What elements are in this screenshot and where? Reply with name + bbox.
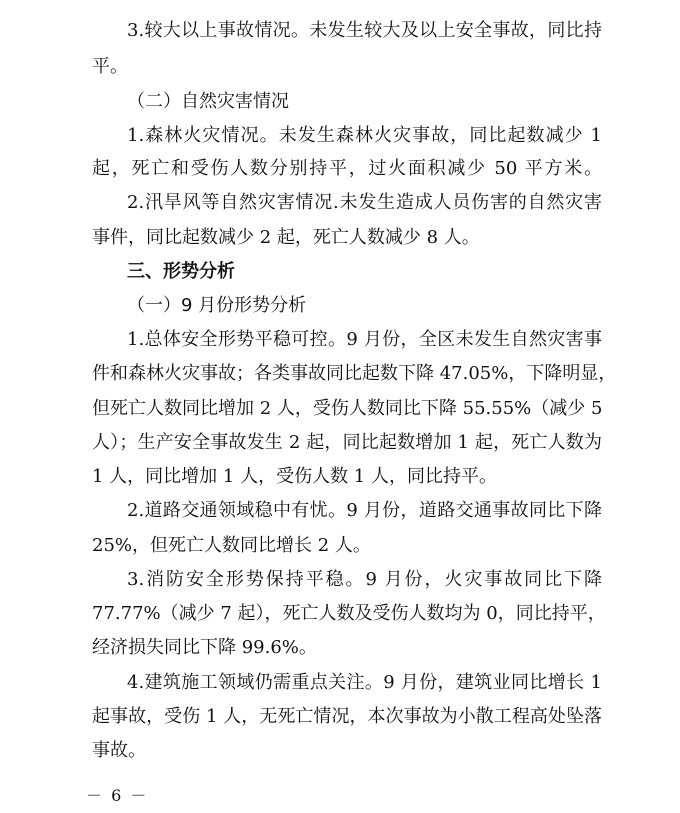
paragraph-line: 1.总体安全形势平稳可控。9 月份，全区未发生自然灾害事 <box>127 329 602 350</box>
paragraph-line: 77.77%（减少 7 起），死亡人数及受伤人数均为 0，同比持平， <box>92 603 606 624</box>
paragraph-line: 2.道路交通领域稳中有忧。9 月份，道路交通事故同比下降 <box>127 500 602 521</box>
section-heading: 三、形势分析 <box>127 261 235 282</box>
paragraph-line: 平。 <box>92 56 128 77</box>
paragraph-line: 事件，同比起数减少 2 起，死亡人数减少 8 人。 <box>92 227 480 248</box>
paragraph-line: 起事故，受伤 1 人，无死亡情况，本次事故为小散工程高处坠落 <box>92 706 602 727</box>
paragraph-line: 经济损失同比下降 99.6%。 <box>92 637 317 658</box>
section-subheading: （一）9 月份形势分析 <box>127 295 307 316</box>
paragraph-line: 起，死亡和受伤人数分别持平，过火面积减少 50 平方米。 <box>92 158 602 179</box>
page-number: － 6 － <box>86 786 149 805</box>
paragraph-line: 3.消防安全形势保持平稳。9 月份，火灾事故同比下降 <box>127 569 602 590</box>
paragraph-line: 2.汛旱风等自然灾害情况.未发生造成人员伤害的自然灾害 <box>127 192 602 213</box>
paragraph-line: 人）；生产安全事故发生 2 起，同比起数增加 1 起，死亡人数为 <box>92 432 602 453</box>
paragraph-line: 事故。 <box>92 740 146 761</box>
paragraph-line: 3.较大以上事故情况。未发生较大及以上安全事故，同比持 <box>127 20 602 41</box>
paragraph-line: 1 人，同比增加 1 人，受伤人数 1 人，同比持平。 <box>92 466 497 487</box>
paragraph-line: 但死亡人数同比增加 2 人，受伤人数同比下降 55.55%（减少 5 <box>92 398 603 419</box>
paragraph-line: 件和森林火灾事故；各类事故同比起数下降 47.05%，下降明显， <box>92 363 617 384</box>
paragraph-line: 1.森林火灾情况。未发生森林火灾事故，同比起数减少 1 <box>127 125 602 146</box>
section-subheading: （二）自然灾害情况 <box>127 91 289 112</box>
paragraph-line: 25%，但死亡人数同比增长 2 人。 <box>92 535 371 556</box>
paragraph-line: 4.建筑施工领域仍需重点关注。9 月份，建筑业同比增长 1 <box>127 672 602 693</box>
